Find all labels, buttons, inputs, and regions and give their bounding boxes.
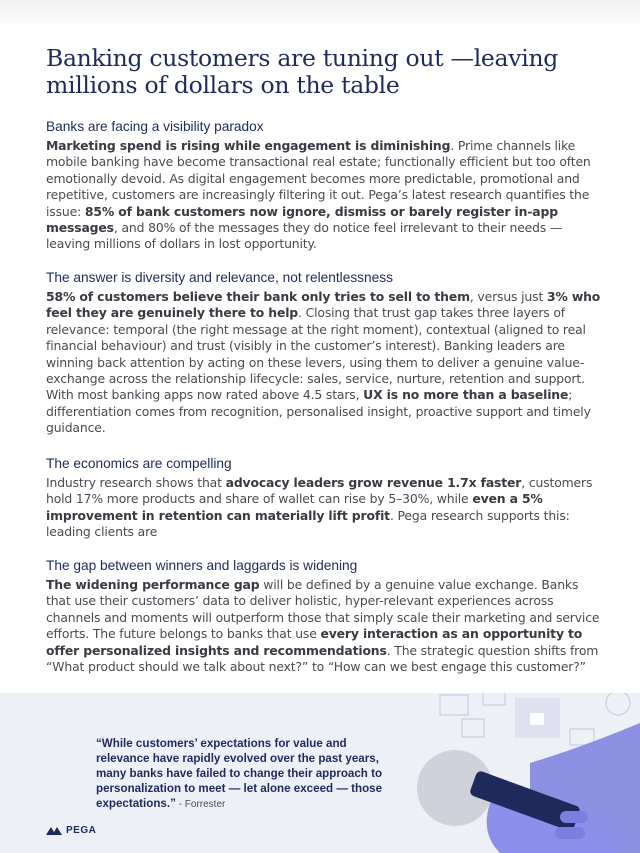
section-economics [46,455,606,541]
quote-panel [0,693,640,853]
pega-logo [46,825,96,836]
quote-attribution: - Forrester [175,799,226,810]
section-body: Marketing spend is rising while engagement is diminishing. Prime channels like mobile banking have become transactional real estate; functionally efficient but too often emotionally devoid. As digital engagement becomes more predictable, promotional and repetitive, customers are increasingly filtering it out. Pega’s latest research quantifies the issue: 85% of bank customers now ignore, dismiss or barely register in-app messages, and 80% of the messages they do notice feel irrelevant to their needs — leaving millions of dollars in lost opportunity. [46,138,591,252]
section-body: Industry research shows that advocacy leaders grow revenue 1.7x faster, customers hold 17% more products and share of wallet can rise by 5–30%, while even a 5% improvement in retention can materially lift profit. Pega research supports this: leading clients are [46,475,593,540]
pega-logo-icon [46,826,62,836]
logo-text: PEGA [66,825,97,836]
section-body: The widening performance gap will be defined by a genuine value exchange. Banks that use their customers’ data to deliver holistic, hyper-relevant experiences across channels and moments will outperform those that simply scale their marketing and service efforts. The future belongs to banks that use every interaction as an opportunity to offer personalized insights and recommendations. The strategic question shifts from “What product should we talk about next?” to “How can we best engage this customer?” [46,577,600,675]
section-diversity-relevance [46,269,606,437]
top-gradient-bar [0,0,640,28]
section-heading: Banks are facing a visibility paradox [46,119,264,134]
section-heading: The answer is diversity and relevance, not relentlessness [46,270,393,285]
section-winners-laggards [46,557,606,675]
section-visibility-paradox [46,118,606,253]
page-headline: Banking customers are tuning out —leaving millions of dollars on the table [46,44,559,99]
testimonial-quote: “While customers’ expectations for value and relevance have rapidly evolved over the past years, many banks have failed to change their approach to personalization to meet — let alone exceed — those expectations.” - Forrester [96,737,383,810]
section-body: 58% of customers believe their bank only tries to sell to them, versus just 3% who feel they are genuinely there to help. Closing that trust gap takes three layers of relevance: temporal (the right message at the right moment), contextual (aligned to real financial behaviour) and trust (visibly in the customer’s interest). Banking leaders are winning back attention by acting on these levers, using them to deliver a genuine value-exchange across the relationship lifecycle: sales, service, nurture, retention and support. With most banking apps now rated above 4.5 stars, UX is no more than a baseline; differentiation comes from recognition, personalised insight, proactive support and timely guidance. [46,289,601,436]
phone-hand-illustration [380,693,640,853]
section-heading: The gap between winners and laggards is widening [46,558,358,573]
section-heading: The economics are compelling [46,456,232,471]
